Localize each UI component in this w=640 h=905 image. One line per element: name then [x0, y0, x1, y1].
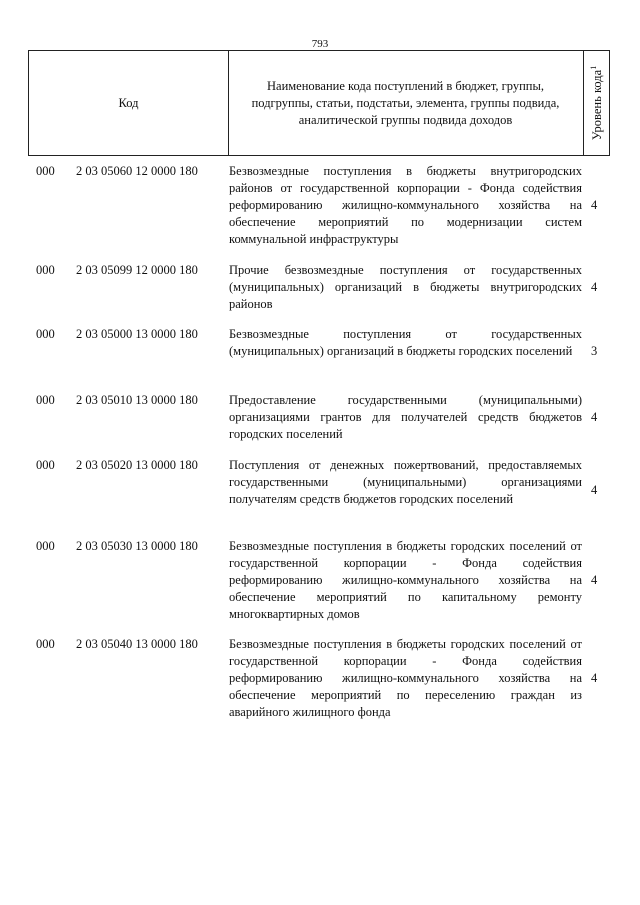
header-level-footnote: 1 — [588, 65, 598, 70]
row-name: Безвозмездные поступления в бюджеты внутригородских районов от государственной корпорации - Фонда содействия реформированию жилищно-коммунального хозяйства на обеспечение мероприятий по модернизации систем коммунальной инфраструктуры — [229, 164, 582, 246]
row-code: 2 03 05020 13 0000 180 — [76, 458, 198, 472]
row-name: Прочие безвозмездные поступления от государственных (муниципальных) организаций в бюджеты внутригородских районов — [229, 263, 582, 311]
row-code: 2 03 05030 13 0000 180 — [76, 539, 198, 553]
header-code: Код — [29, 51, 229, 155]
row-prefix: 000 — [36, 637, 55, 651]
row-name: Предоставление государственными (муниципальными) организациями грантов для получателей средств бюджетов городских поселений — [229, 393, 582, 441]
header-level-label — [588, 66, 604, 140]
row-level: 3 — [591, 344, 598, 358]
row-name: Безвозмездные поступления в бюджеты городских поселений от государственной корпорации - Фонда содействия реформированию жилищно-коммунального хозяйства на обеспечение мероприятий по переселению граждан из аварийного жилищного фонда — [229, 637, 582, 719]
row-prefix: 000 — [36, 458, 55, 472]
row-name: Поступления от денежных пожертвований, предоставляемых государственными (муниципальными) организациями получателям средств бюджетов городских поселений — [229, 458, 582, 506]
row-prefix: 000 — [36, 327, 55, 341]
row-level: 4 — [591, 573, 598, 587]
header-name: Наименование кода поступлений в бюджет, группы, подгруппы, статьи, подстатьи, элемента, группы подвида, аналитической группы подвида доходов — [228, 51, 584, 155]
row-level: 4 — [591, 483, 598, 497]
row-code: 2 03 05099 12 0000 180 — [76, 263, 198, 277]
row-prefix: 000 — [36, 164, 55, 178]
row-level: 4 — [591, 410, 598, 424]
table-header — [28, 50, 610, 156]
row-code: 2 03 05000 13 0000 180 — [76, 327, 198, 341]
row-level: 4 — [591, 280, 598, 294]
row-code: 2 03 05010 13 0000 180 — [76, 393, 198, 407]
header-level — [584, 51, 609, 155]
row-name: Безвозмездные поступления от государственных (муниципальных) организаций в бюджеты городских поселений — [229, 327, 582, 358]
header-level-text: Уровень кода — [589, 69, 604, 141]
row-code: 2 03 05040 13 0000 180 — [76, 637, 198, 651]
row-level: 4 — [591, 198, 598, 212]
row-prefix: 000 — [36, 539, 55, 553]
page-number: 793 — [311, 38, 329, 50]
row-level: 4 — [591, 671, 598, 685]
row-code: 2 03 05060 12 0000 180 — [76, 164, 198, 178]
row-prefix: 000 — [36, 263, 55, 277]
row-name: Безвозмездные поступления в бюджеты городских поселений от государственной корпорации - Фонда содействия реформированию жилищно-коммунального хозяйства на обеспечение мероприятий по капитальному ремонту многоквартирных домов — [229, 539, 582, 621]
row-prefix: 000 — [36, 393, 55, 407]
